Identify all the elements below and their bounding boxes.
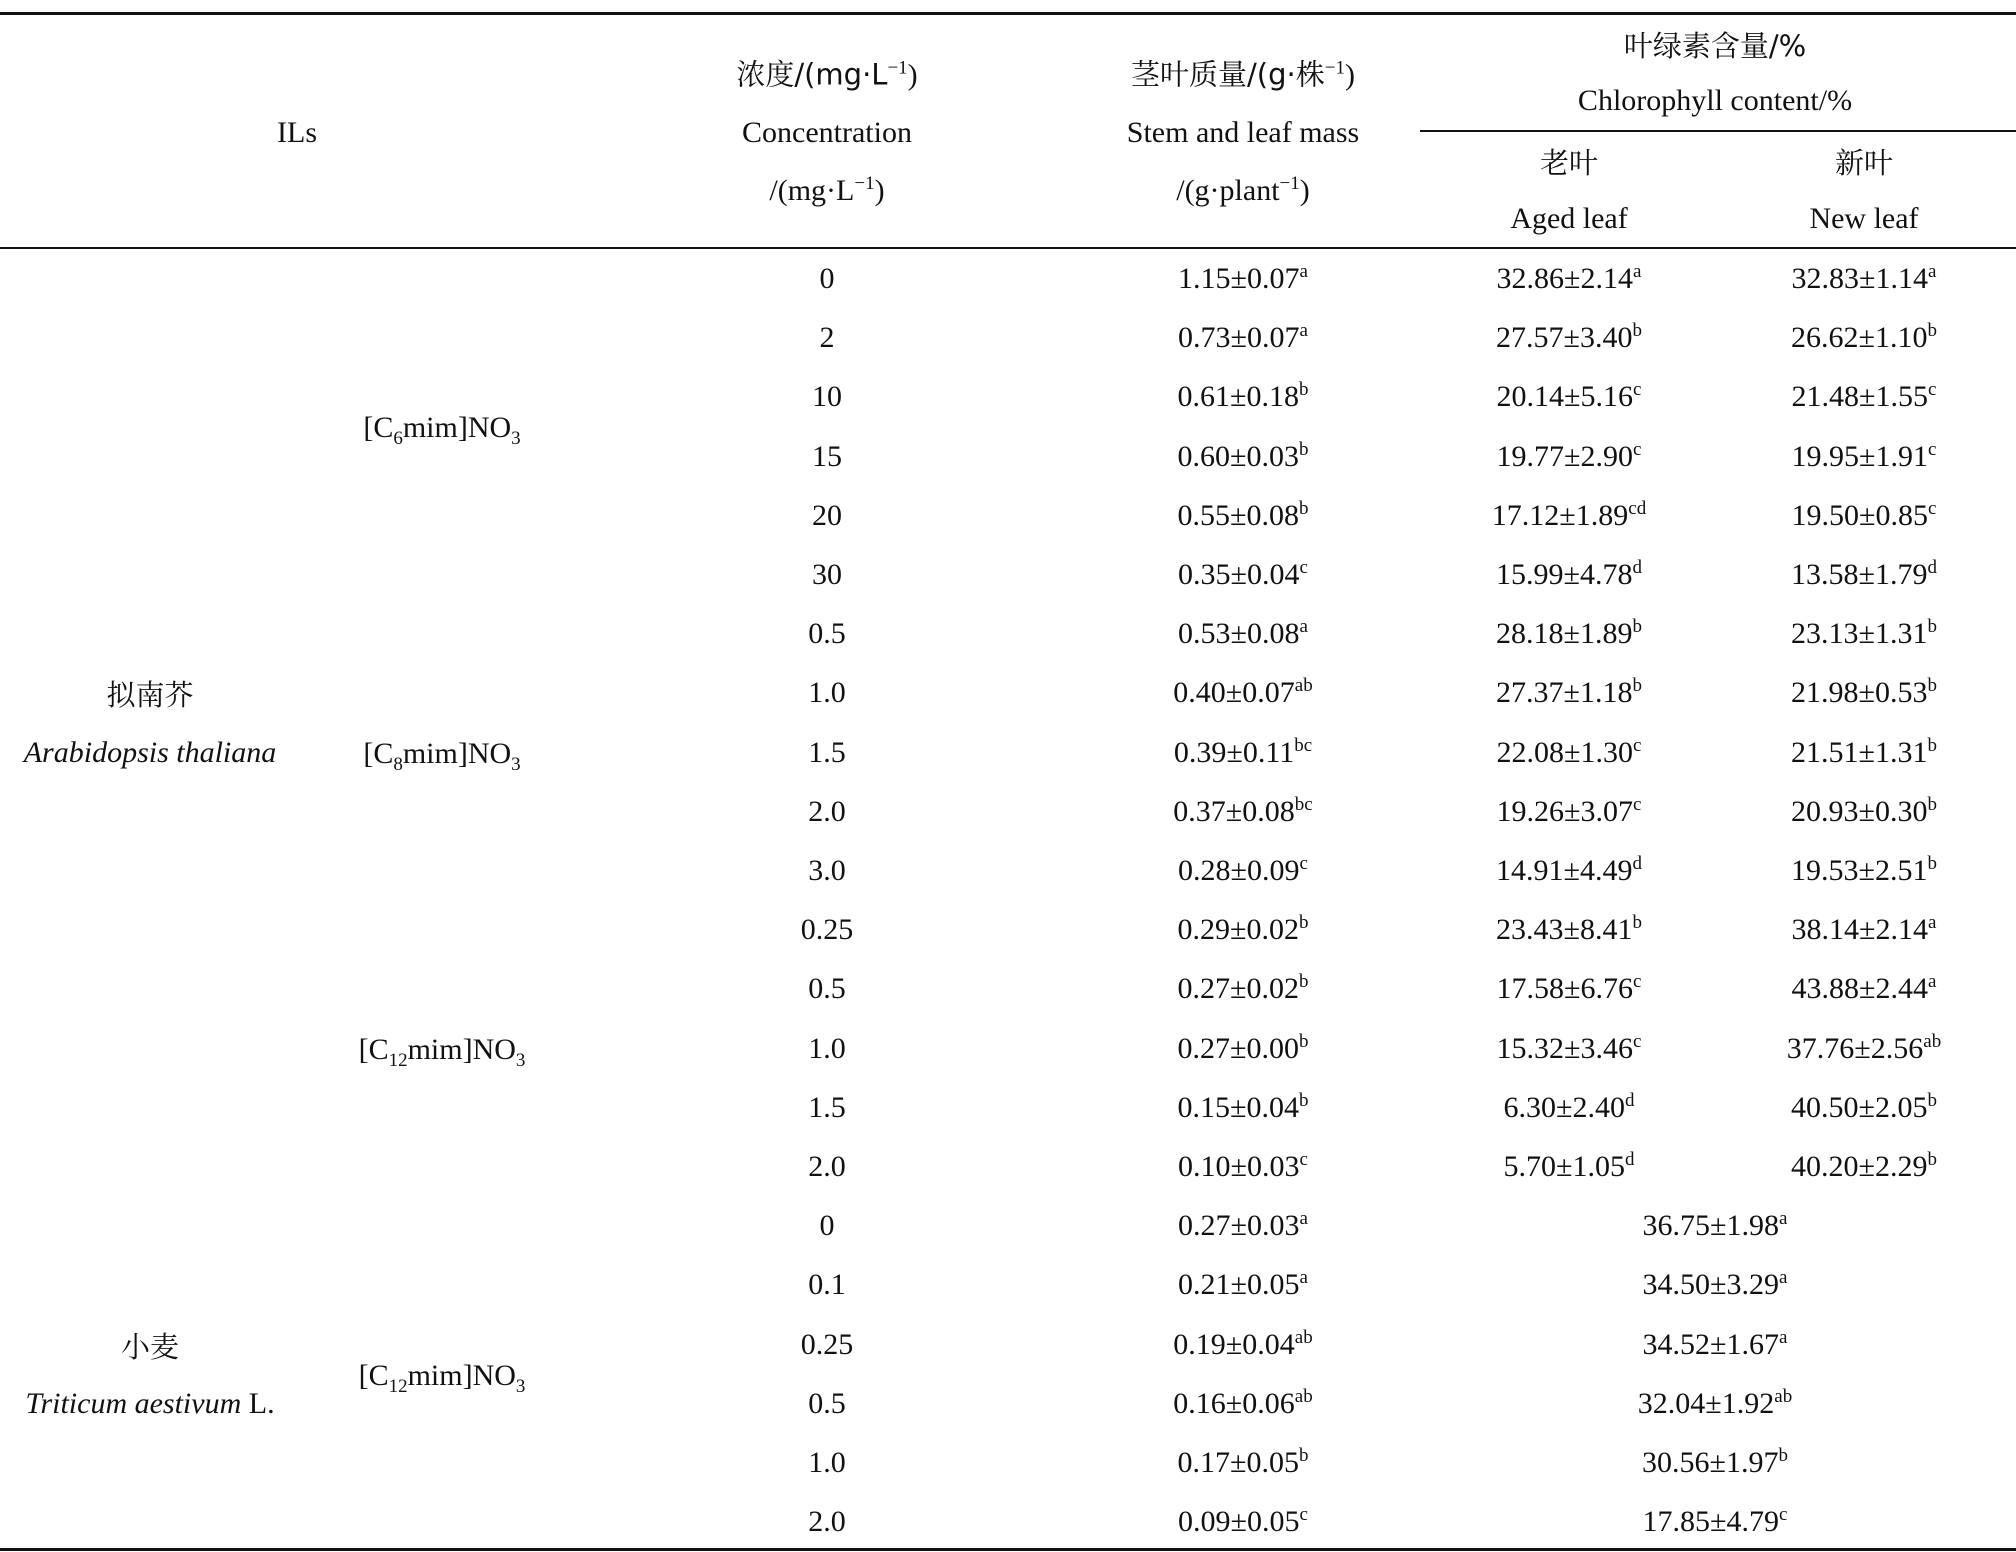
new-leaf-cell: 19.95±1.91$^c$ [1791,439,1937,473]
header-mass-en: Stem and leaf mass [1126,116,1360,149]
significance-letter: ab [1294,1327,1313,1348]
significance-letter: b [1298,971,1309,992]
stem-leaf-mass-cell: 0.17±0.05$^b$ [1177,1445,1309,1479]
significance-letter: b [1632,616,1642,637]
concentration-cell: 0.25 [800,913,854,946]
concentration-cell: 1.5 [808,736,846,769]
significance-letter: ab [1294,1386,1313,1407]
significance-letter: d [1624,1149,1635,1170]
significance-letter: b [1632,912,1642,933]
new-leaf-cell: 13.58±1.79$^d$ [1791,557,1937,591]
concentration-cell: 0.5 [808,617,846,650]
bottom-rule [0,1548,2016,1551]
significance-letter: c [1299,853,1308,874]
new-leaf-cell: 21.98±0.53$^b$ [1791,675,1937,709]
aged-leaf-cell: 28.18±1.89$^b$ [1496,616,1642,650]
significance-letter: c [1633,379,1642,400]
stem-leaf-mass-cell: 0.19±0.04$^{ab}$ [1173,1327,1313,1361]
significance-letter: a [1928,261,1937,282]
significance-letter: b [1298,1031,1309,1052]
aged-leaf-cell: 15.99±4.78$^d$ [1496,557,1642,591]
significance-letter: b [1927,1090,1937,1111]
concentration-cell: 20 [812,499,842,532]
concentration-cell: 3.0 [808,854,846,887]
significance-letter: c [1928,439,1937,460]
significance-letter: b [1927,320,1937,341]
new-leaf-cell: 40.50±2.05$^b$ [1791,1090,1937,1124]
significance-letter: b [1298,912,1309,933]
significance-letter: a [1299,616,1308,637]
header-concentration-cn: 浓度$/(mg\cdot L^{-1})$ [736,57,918,92]
aged-leaf-cell: 20.14±5.16$^c$ [1496,379,1642,413]
concentration-cell: 2.0 [808,795,846,828]
header-chlorophyll-en: Chlorophyll content/% [1577,84,1853,117]
chlorophyll-cell: 30.56±1.97$^b$ [1642,1445,1788,1479]
new-leaf-cell: 21.48±1.55$^c$ [1791,379,1937,413]
significance-letter: c [1633,439,1642,460]
significance-letter: a [1779,1327,1788,1348]
concentration-cell: 2.0 [808,1150,846,1183]
header-new-leaf-en: New leaf [1809,202,1919,235]
header-mass-cn: 茎叶质量/(g·株$^{-1}$) [1131,57,1355,92]
concentration-cell: 30 [812,558,842,591]
significance-letter: a [1299,320,1308,341]
header-new-leaf-cn: 新叶 [1834,146,1894,180]
stem-leaf-mass-cell: 0.53±0.08$^a$ [1178,616,1308,650]
significance-letter: b [1927,1149,1937,1170]
chlorophyll-cell: 17.85±4.79$^c$ [1642,1504,1788,1538]
new-leaf-cell: 26.62±1.10$^b$ [1791,320,1937,354]
stem-leaf-mass-cell: 0.28±0.09$^c$ [1178,853,1308,887]
significance-letter: ab [1294,675,1313,696]
significance-letter: b [1632,675,1642,696]
chlorophyll-cell: 32.04±1.92$^{ab}$ [1637,1386,1793,1420]
ionic-liquid-label: $[C_{12}mim]NO_3$ [358,1359,526,1397]
new-leaf-cell: 38.14±2.14$^a$ [1791,912,1937,946]
significance-letter: c [1299,1504,1308,1525]
stem-leaf-mass-cell: 0.37±0.08$^{bc}$ [1173,794,1313,828]
aged-leaf-cell: 14.91±4.49$^d$ [1496,853,1642,887]
significance-letter: b [1298,498,1309,519]
aged-leaf-cell: 22.08±1.30$^c$ [1496,735,1642,769]
significance-letter: c [1779,1504,1788,1525]
significance-letter: ab [1774,1386,1793,1407]
stem-leaf-mass-cell: 0.73±0.07$^a$ [1178,320,1308,354]
significance-letter: ab [1923,1031,1942,1052]
significance-letter: c [1633,1031,1642,1052]
species-name-cn: 小麦 [120,1330,180,1364]
new-leaf-cell: 19.53±2.51$^b$ [1791,853,1937,887]
stem-leaf-mass-cell: 0.10±0.03$^c$ [1178,1149,1308,1183]
concentration-cell: 1.5 [808,1091,846,1124]
concentration-cell: 0.5 [808,972,846,1005]
header-chlorophyll-cn: 叶绿素含量/% [1623,29,1807,63]
stem-leaf-mass-cell: 1.15±0.07$^a$ [1178,261,1308,295]
significance-letter: a [1299,1208,1308,1229]
significance-letter: c [1633,971,1642,992]
concentration-cell: 0.25 [800,1328,854,1361]
significance-letter: a [1779,1208,1788,1229]
stem-leaf-mass-cell: 0.16±0.06$^{ab}$ [1173,1386,1313,1420]
chlorophyll-subheader-rule [1420,130,2016,132]
significance-letter: b [1927,616,1937,637]
significance-letter: d [1632,853,1642,874]
significance-letter: b [1778,1445,1788,1466]
new-leaf-cell: 37.76±2.56$^{ab}$ [1786,1031,1942,1065]
significance-letter: b [1298,439,1309,460]
aged-leaf-cell: 5.70±1.05$^d$ [1503,1149,1635,1183]
header-mass-unit: /(g·plant$^{-1}$) [1176,173,1310,207]
significance-letter: c [1928,498,1937,519]
new-leaf-cell: 23.13±1.31$^b$ [1791,616,1937,650]
stem-leaf-mass-cell: 0.55±0.08$^b$ [1177,498,1309,532]
concentration-cell: 10 [812,380,842,413]
header-concentration-en: Concentration [742,116,912,149]
species-name-cn: 拟南芥 [106,678,194,712]
significance-letter: b [1927,675,1937,696]
significance-letter: c [1299,557,1308,578]
significance-letter: d [1632,557,1642,578]
stem-leaf-mass-cell: 0.09±0.05$^c$ [1178,1504,1308,1538]
chlorophyll-cell: 34.50±3.29$^a$ [1642,1267,1788,1301]
significance-letter: a [1928,971,1937,992]
stem-leaf-mass-cell: 0.27±0.02$^b$ [1177,971,1309,1005]
significance-letter: cd [1628,498,1647,519]
aged-leaf-cell: 15.32±3.46$^c$ [1496,1031,1642,1065]
stem-leaf-mass-cell: 0.40±0.07$^{ab}$ [1173,675,1313,709]
significance-letter: a [1299,261,1308,282]
aged-leaf-cell: 19.77±2.90$^c$ [1496,439,1642,473]
concentration-cell: 15 [812,440,842,473]
significance-letter: b [1298,379,1309,400]
header-bottom-rule [0,247,2016,249]
aged-leaf-cell: 27.57±3.40$^b$ [1496,320,1642,354]
aged-leaf-cell: 19.26±3.07$^c$ [1496,794,1642,828]
concentration-cell: 1.0 [808,1032,846,1065]
chlorophyll-cell: 34.52±1.67$^a$ [1642,1327,1788,1361]
significance-letter: bc [1294,794,1313,815]
new-leaf-cell: 40.20±2.29$^b$ [1791,1149,1937,1183]
significance-letter: d [1927,557,1937,578]
significance-letter: b [1298,1445,1309,1466]
concentration-cell: 0 [819,262,835,295]
stem-leaf-mass-cell: 0.29±0.02$^b$ [1177,912,1309,946]
significance-letter: b [1632,320,1642,341]
stem-leaf-mass-cell: 0.15±0.04$^b$ [1177,1090,1309,1124]
concentration-cell: 0.5 [808,1387,846,1420]
concentration-cell: 0 [819,1209,835,1242]
significance-letter: c [1633,735,1642,756]
header-ils: ILs [277,116,317,149]
species-name-latin: Triticum aestivum L. [25,1387,275,1420]
stem-leaf-mass-cell: 0.61±0.18$^b$ [1177,379,1309,413]
significance-letter: a [1633,261,1642,282]
new-leaf-cell: 19.50±0.85$^c$ [1791,498,1937,532]
aged-leaf-cell: 17.58±6.76$^c$ [1496,971,1642,1005]
stem-leaf-mass-cell: 0.60±0.03$^b$ [1177,439,1309,473]
significance-letter: b [1927,853,1937,874]
significance-letter: a [1779,1267,1788,1288]
significance-letter: b [1298,1090,1309,1111]
significance-letter: c [1928,379,1937,400]
aged-leaf-cell: 23.43±8.41$^b$ [1496,912,1642,946]
new-leaf-cell: 21.51±1.31$^b$ [1791,735,1937,769]
significance-letter: d [1624,1090,1635,1111]
header-aged-leaf-cn: 老叶 [1539,146,1599,180]
ionic-liquid-label: $[C_6mim]NO_3$ [363,411,521,449]
new-leaf-cell: 20.93±0.30$^b$ [1791,794,1937,828]
new-leaf-cell: 32.83±1.14$^a$ [1791,261,1937,295]
stem-leaf-mass-cell: 0.21±0.05$^a$ [1178,1267,1308,1301]
species-name-latin: Arabidopsis thaliana [23,736,277,769]
header-concentration-unit: $/(mg\cdot L^{-1})$ [769,173,885,207]
concentration-cell: 2 [819,321,835,354]
stem-leaf-mass-cell: 0.27±0.00$^b$ [1177,1031,1309,1065]
significance-letter: b [1927,794,1937,815]
chlorophyll-cell: 36.75±1.98$^a$ [1642,1208,1788,1242]
significance-letter: a [1928,912,1937,933]
concentration-cell: 0.1 [808,1268,846,1301]
aged-leaf-cell: 27.37±1.18$^b$ [1496,675,1642,709]
header-aged-leaf-en: Aged leaf [1510,202,1628,235]
top-rule [0,12,2016,15]
concentration-cell: 1.0 [808,1446,846,1479]
concentration-cell: 2.0 [808,1505,846,1538]
significance-letter: bc [1294,735,1313,756]
ionic-liquid-label: $[C_8mim]NO_3$ [363,737,521,775]
stem-leaf-mass-cell: 0.39±0.11$^{bc}$ [1173,735,1313,769]
significance-letter: c [1633,794,1642,815]
aged-leaf-cell: 32.86±2.14$^a$ [1496,261,1642,295]
ionic-liquid-label: $[C_{12}mim]NO_3$ [358,1033,526,1071]
significance-letter: a [1299,1267,1308,1288]
aged-leaf-cell: 6.30±2.40$^d$ [1503,1090,1635,1124]
significance-letter: b [1927,735,1937,756]
new-leaf-cell: 43.88±2.44$^a$ [1791,971,1937,1005]
stem-leaf-mass-cell: 0.27±0.03$^a$ [1178,1208,1308,1242]
aged-leaf-cell: 17.12±1.89$^{cd}$ [1491,498,1647,532]
stem-leaf-mass-cell: 0.35±0.04$^c$ [1178,557,1308,591]
significance-letter: c [1299,1149,1308,1170]
concentration-cell: 1.0 [808,676,846,709]
